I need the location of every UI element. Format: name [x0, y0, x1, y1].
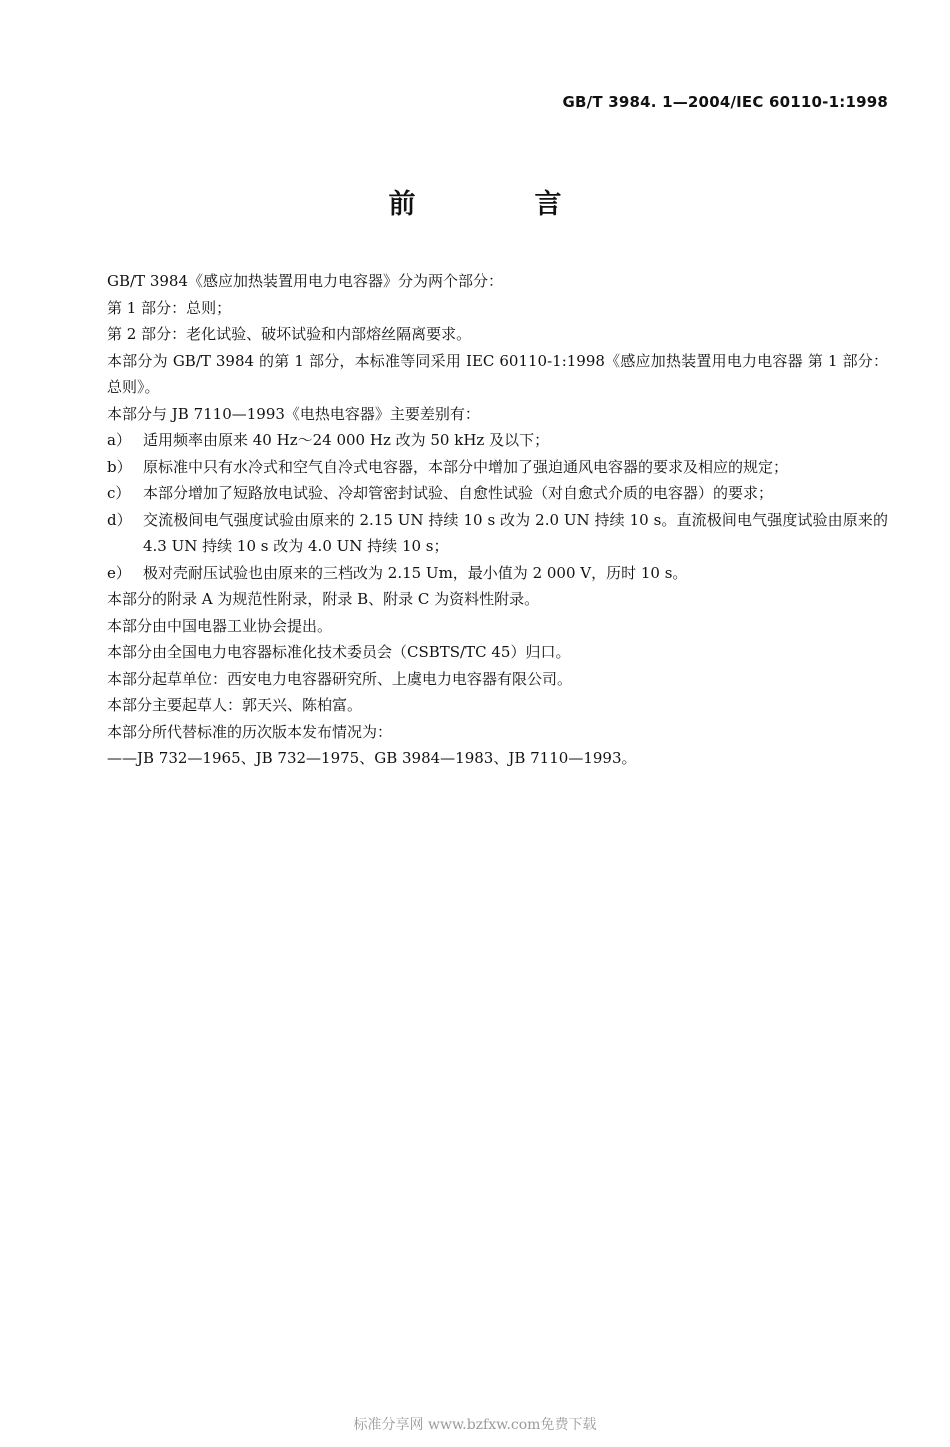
list-item [70, 427, 888, 454]
list-marker: d） [107, 510, 132, 529]
list-text: 交流极间电气强度试验由原来的 2.15 UN 持续 10 s 改为 2.0 UN 持续 10 s。直流极间电气强度试验由原来的 4.3 UN 持续 10 s 改为 4.0 UN 持续 10 s； [143, 510, 888, 555]
list-item [70, 454, 888, 481]
paragraph: 第 1 部分：总则； [107, 298, 232, 317]
paragraph: GB/T 3984《感应加热装置用电力电容器》分为两个部分： [107, 272, 504, 290]
foreword-body [70, 268, 888, 772]
paragraph: 本部分由全国电力电容器标准化技术委员会（CSBTS/TC 45）归口。 [107, 643, 571, 661]
list-marker: a） [107, 431, 131, 449]
paragraph: 本部分的附录 A 为规范性附录，附录 B、附录 C 为资料性附录。 [107, 590, 540, 608]
paragraph: 本部分与 JB 7110—1993《电热电容器》主要差别有： [107, 404, 480, 423]
list-item [70, 480, 888, 507]
list-text: 适用频率由原来 40 Hz～24 000 Hz 改为 50 kHz 及以下； [143, 431, 550, 449]
paragraph: 本部分由中国电器工业协会提出。 [107, 616, 333, 635]
list-marker: c） [107, 484, 131, 502]
paragraph: 本部分起草单位：西安电力电容器研究所、上虞电力电容器有限公司。 [107, 669, 573, 688]
paragraph: 本部分为 GB/T 3984 的第 1 部分，本标准等同采用 IEC 60110-1:1998《感应加热装置用电力电容器 第 1 部分：总则》。 [107, 351, 888, 396]
list-text: 本部分增加了短路放电试验、冷却管密封试验、自愈性试验（对自愈式介质的电容器）的要求； [143, 484, 774, 502]
footer-watermark: 标准分享网 www.bzfxw.com免费下载 [353, 1417, 597, 1433]
list-marker: e） [107, 563, 131, 582]
list-item [70, 560, 888, 587]
paragraph: 本部分所代替标准的历次版本发布情况为： [107, 722, 393, 741]
list-text: 极对壳耐压试验也由原来的三档改为 2.15 Um，最小值为 2 000 V，历时 10 s。 [143, 563, 688, 582]
standard-code: GB/T 3984. 1—2004/IEC 60110-1:1998 [562, 93, 888, 111]
paragraph: ——JB 732—1965、JB 732—1975、GB 3984—1983、JB 7110—1993。 [107, 749, 637, 767]
page-title: 前 言 [388, 189, 608, 220]
list-text: 原标准中只有水冷式和空气自冷式电容器，本部分中增加了强迫通风电容器的要求及相应的规定； [143, 457, 789, 476]
paragraph: 本部分主要起草人：郭天兴、陈柏富。 [107, 696, 363, 714]
list-item [70, 507, 888, 560]
list-marker: b） [107, 457, 132, 476]
paragraph: 第 2 部分：老化试验、破坏试验和内部熔丝隔离要求。 [107, 325, 472, 343]
